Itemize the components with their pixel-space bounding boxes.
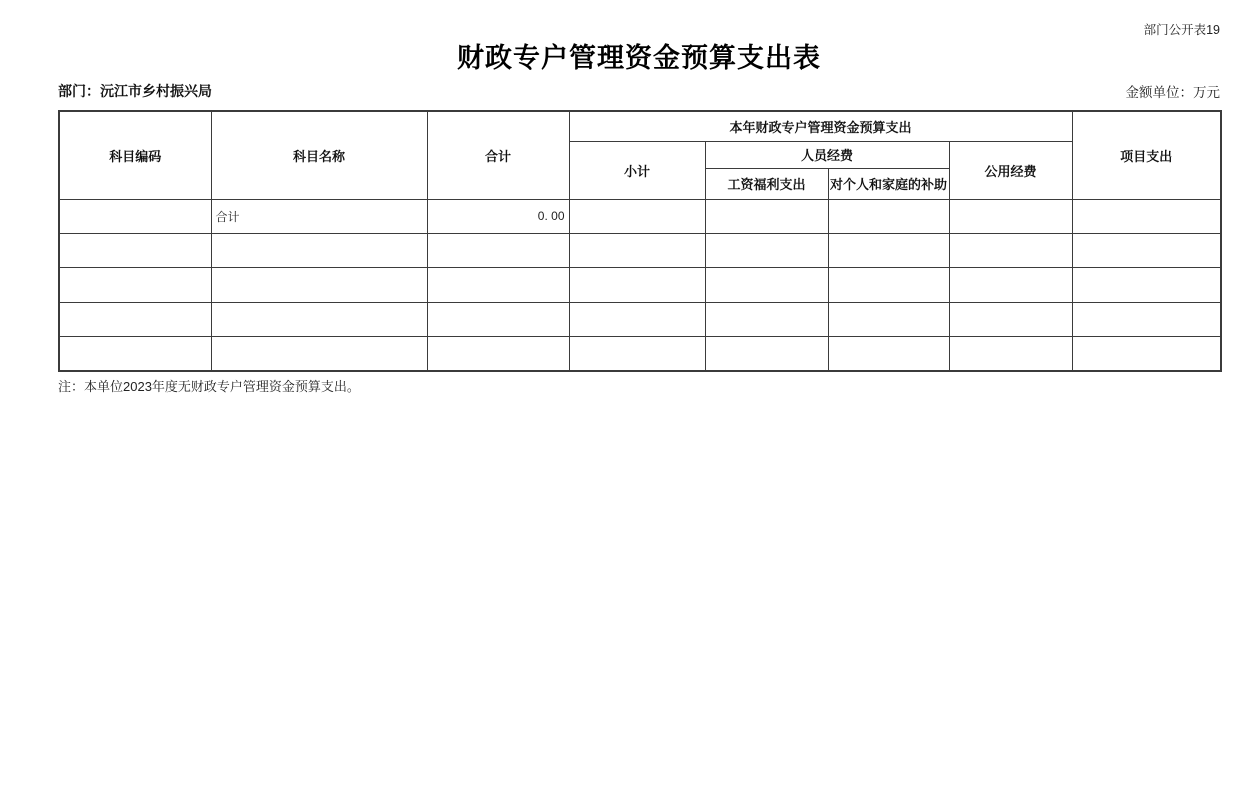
cell-public — [949, 337, 1072, 371]
corner-table-number: 部门公开表19 — [1143, 23, 1220, 37]
cell-project — [1072, 199, 1221, 233]
cell-subtotal — [569, 302, 705, 336]
header-subject-name: 科目名称 — [211, 111, 427, 199]
table-row — [59, 337, 1221, 371]
cell-subsidy — [828, 199, 949, 233]
header-current-year-group: 本年财政专户管理资金预算支出 — [569, 111, 1072, 141]
cell-salary — [705, 302, 828, 336]
cell-public — [949, 199, 1072, 233]
cell-subsidy — [828, 268, 949, 302]
header-subject-code: 科目编码 — [59, 111, 211, 199]
header-subtotal: 小计 — [569, 141, 705, 199]
header-individual-family-subsidy: 对个人和家庭的补助 — [828, 168, 949, 199]
table-row — [59, 268, 1221, 302]
page-title: 财政专户管理资金预算支出表 — [457, 43, 821, 73]
cell-project — [1072, 233, 1221, 267]
cell-total — [427, 268, 569, 302]
amount-unit-label: 金额单位：万元 — [1125, 85, 1220, 100]
cell-subject-name: 合计 — [211, 199, 427, 233]
cell-total — [427, 302, 569, 336]
table-row — [59, 233, 1221, 267]
cell-subtotal — [569, 337, 705, 371]
header-personnel-group: 人员经费 — [705, 141, 949, 168]
cell-subject-name — [211, 268, 427, 302]
cell-subject-code — [59, 337, 211, 371]
budget-expenditure-table — [58, 110, 1222, 372]
cell-public — [949, 302, 1072, 336]
cell-project — [1072, 337, 1221, 371]
table-row — [59, 199, 1221, 233]
cell-salary — [705, 268, 828, 302]
cell-subject-code — [59, 268, 211, 302]
header-project-expenditure: 项目支出 — [1072, 111, 1221, 199]
cell-salary — [705, 233, 828, 267]
cell-subject-code — [59, 199, 211, 233]
cell-total — [427, 233, 569, 267]
cell-subject-name — [211, 302, 427, 336]
footnote: 注：本单位2023年度无财政专户管理资金预算支出。 — [58, 379, 360, 394]
department-label: 部门：沅江市乡村振兴局 — [58, 83, 212, 99]
cell-public — [949, 268, 1072, 302]
cell-subject-name — [211, 337, 427, 371]
header-public-funds: 公用经费 — [949, 141, 1072, 199]
header-salary-welfare: 工资福利支出 — [705, 168, 828, 199]
cell-total: 0. 00 — [427, 199, 569, 233]
cell-subject-code — [59, 233, 211, 267]
header-total: 合计 — [427, 111, 569, 199]
cell-subject-name — [211, 233, 427, 267]
cell-subtotal — [569, 199, 705, 233]
cell-project — [1072, 268, 1221, 302]
cell-project — [1072, 302, 1221, 336]
cell-subtotal — [569, 233, 705, 267]
cell-subsidy — [828, 302, 949, 336]
cell-total — [427, 337, 569, 371]
subheader-row — [58, 81, 1220, 101]
cell-subtotal — [569, 268, 705, 302]
table-row — [59, 302, 1221, 336]
cell-subsidy — [828, 233, 949, 267]
cell-subject-code — [59, 302, 211, 336]
cell-public — [949, 233, 1072, 267]
cell-salary — [705, 199, 828, 233]
cell-salary — [705, 337, 828, 371]
cell-subsidy — [828, 337, 949, 371]
